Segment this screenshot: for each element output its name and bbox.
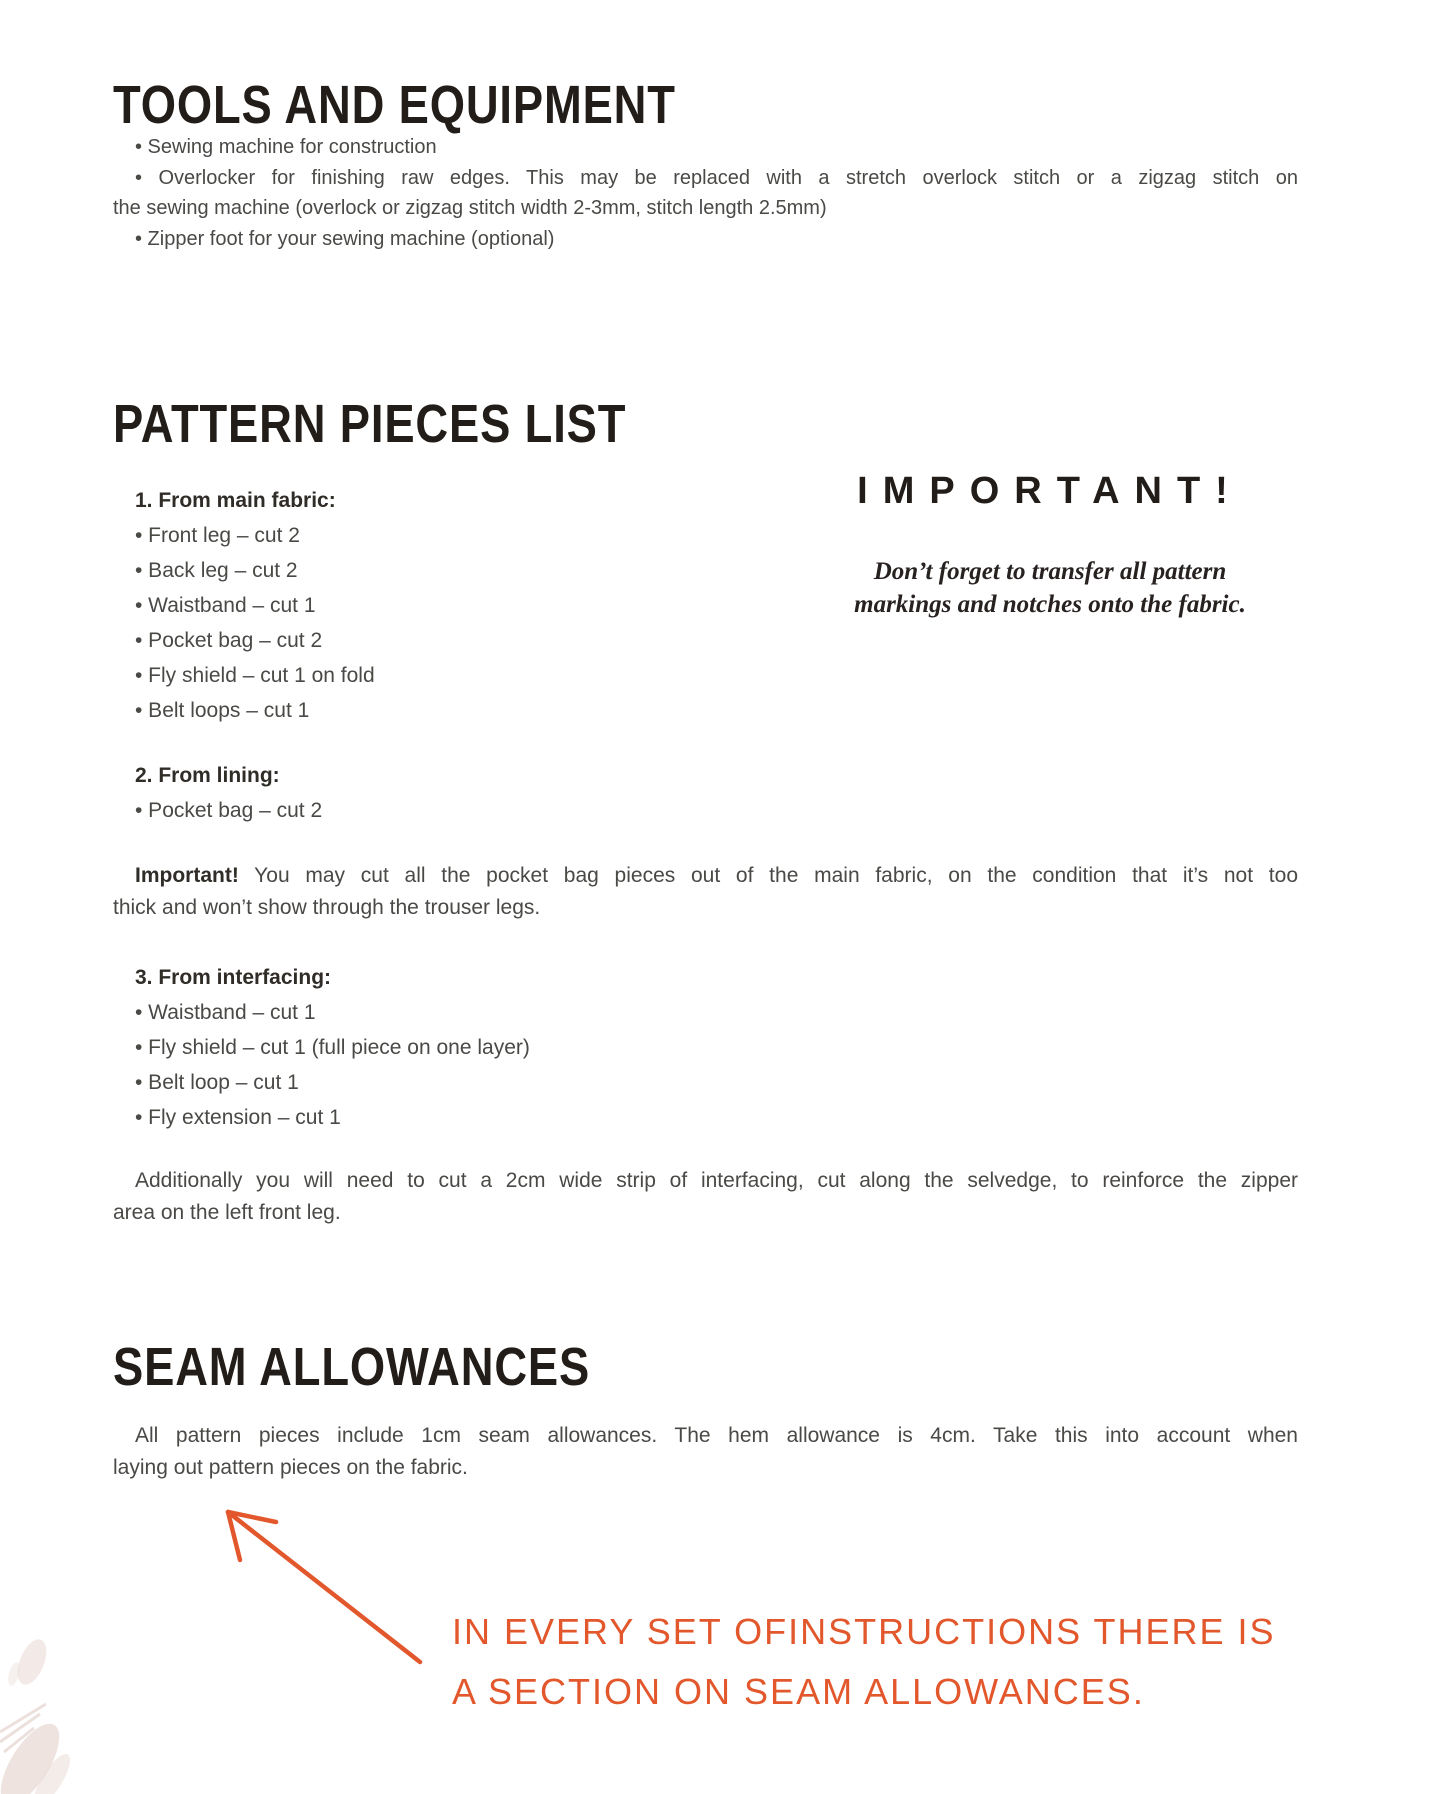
tools-bullet-3: • Zipper foot for your sewing machine (optional) (135, 227, 555, 250)
list-item: • Fly extension – cut 1 (135, 1106, 341, 1129)
list-item: • Pocket bag – cut 2 (135, 629, 323, 652)
group1-heading: 1. From main fabric: (135, 489, 336, 512)
tools-title (113, 75, 783, 135)
seam-line-1: All pattern pieces include 1cm seam allowances. The hem allowance is 4cm. Take this into account when (135, 1424, 1298, 1447)
list-item: • Belt loop – cut 1 (135, 1071, 299, 1094)
annotation-line-1: IN EVERY SET OFINSTRUCTIONS THERE IS (452, 1611, 1276, 1652)
annotation-arrow-icon (208, 1498, 443, 1683)
seam-section-title (113, 1337, 681, 1397)
note-rest: You may cut all the pocket bag pieces out of the main fabric, on the condition that it’s not too (238, 864, 1298, 887)
list-item: • Front leg – cut 2 (135, 524, 300, 547)
note-line-1 (113, 860, 1298, 892)
note-line-2: thick and won’t show through the trouser legs. (113, 895, 541, 919)
group3-heading: 3. From interfacing: (135, 966, 332, 989)
list-item: • Waistband – cut 1 (135, 1001, 316, 1024)
pattern-group-interfacing (113, 960, 530, 1135)
pattern-section-title (113, 394, 724, 454)
tools-bullet-1: • Sewing machine for construction (135, 136, 437, 158)
list-item: • Back leg – cut 2 (135, 559, 298, 582)
tools-title-text: TOOLS AND EQUIPMENT (113, 75, 676, 135)
list-item: • Fly shield – cut 1 (full piece on one layer) (135, 1036, 530, 1059)
important-callout-title: IMPORTANT! (857, 470, 1243, 512)
seam-title (113, 1337, 681, 1397)
seam-paragraph (113, 1420, 1298, 1483)
pocket-bag-note (113, 860, 1298, 923)
seam-title-text: SEAM ALLOWANCES (113, 1337, 591, 1397)
tools-section (113, 75, 783, 135)
brush-stroke-decoration (0, 1630, 90, 1794)
important-callout (790, 470, 1310, 621)
tools-bullet-2-line1: • Overlocker for finishing raw edges. This may be replaced with a stretch overlock stitch or a zigzag stitch on (135, 166, 1298, 189)
note-lead: Important! (135, 864, 239, 887)
quote-line-2: markings and notches onto the fabric. (854, 591, 1246, 618)
group2-heading: 2. From lining: (135, 764, 280, 787)
annotation-line-2: A SECTION ON SEAM ALLOWANCES. (452, 1671, 1145, 1712)
pattern-group-lining (113, 758, 322, 828)
list-item: • Pocket bag – cut 2 (135, 799, 323, 822)
important-callout-quote (790, 555, 1310, 621)
list-item: • Fly shield – cut 1 on fold (135, 664, 375, 687)
pattern-title-text: PATTERN PIECES LIST (113, 394, 627, 454)
seam-line-2: laying out pattern pieces on the fabric. (113, 1455, 468, 1479)
list-item: • Belt loops – cut 1 (135, 699, 310, 722)
tools-bullet-2-line2: the sewing machine (overlock or zigzag stitch width 2-3mm, stitch length 2.5mm) (113, 197, 827, 219)
additional-line-1: Additionally you will need to cut a 2cm wide strip of interfacing, cut along the selvedge, to reinforce the zipper (135, 1169, 1298, 1192)
list-item: • Waistband – cut 1 (135, 594, 316, 617)
tools-list (113, 132, 1298, 254)
interfacing-additional-note (113, 1165, 1298, 1228)
quote-line-1: Don’t forget to transfer all pattern (873, 558, 1227, 585)
pattern-title (113, 394, 724, 454)
pattern-group-main-fabric (113, 483, 375, 728)
seam-annotation (452, 1602, 1275, 1722)
additional-line-2: area on the left front leg. (113, 1200, 341, 1224)
